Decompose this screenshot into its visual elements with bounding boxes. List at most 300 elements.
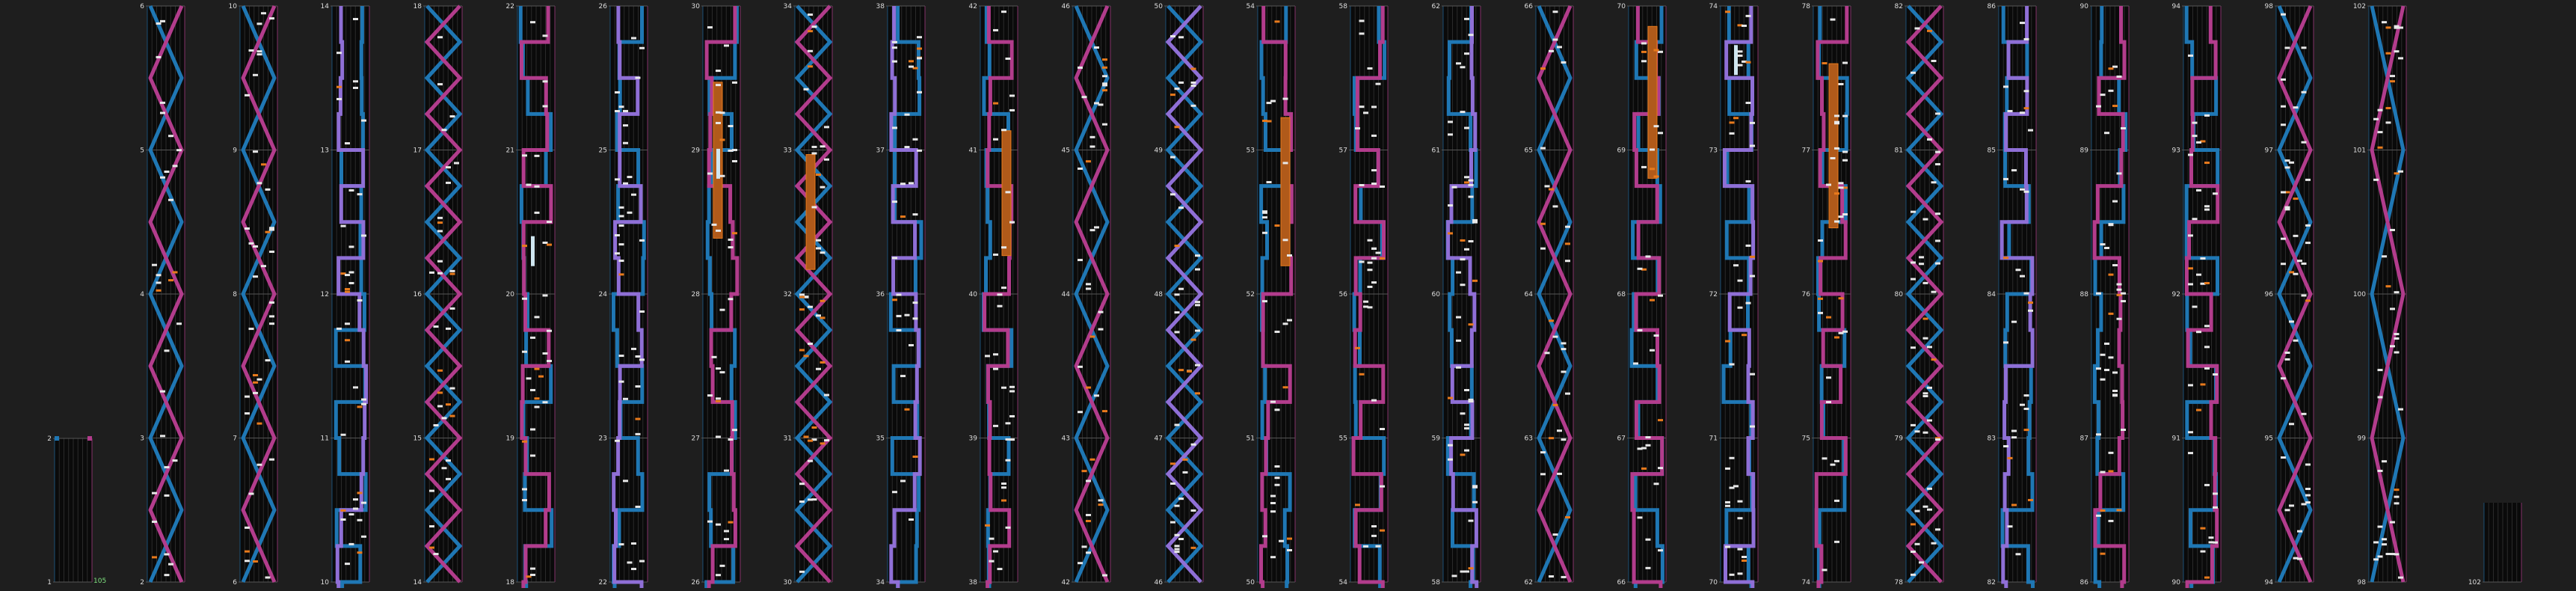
tap-note (1746, 245, 1751, 247)
tap-note-orange (820, 300, 826, 302)
tap-note-orange (1082, 470, 1087, 472)
measure-number: 77 (1801, 147, 1810, 155)
tap-note (543, 242, 548, 244)
tap-note (639, 310, 645, 313)
measure-number: 26 (598, 3, 607, 10)
tap-note (1078, 67, 1083, 69)
tap-note (1658, 549, 1663, 551)
tap-note (1472, 486, 1478, 489)
tap-note (1738, 307, 1743, 309)
measure-number: 99 (2357, 435, 2366, 443)
tap-note (357, 519, 363, 521)
tap-note (1178, 36, 1184, 38)
tap-note (1834, 221, 1839, 223)
tap-note (1750, 373, 1755, 376)
tap-note-orange (2204, 577, 2210, 579)
tap-note-orange (257, 423, 262, 425)
tap-note-orange (2378, 147, 2383, 149)
tap-note-orange (1448, 232, 1453, 234)
tap-note (2281, 263, 2286, 265)
tap-note (2204, 346, 2210, 348)
tap-note-orange (1175, 245, 1180, 247)
measure-number: 78 (1894, 579, 1903, 587)
tap-note (269, 251, 274, 253)
tap-note (434, 424, 439, 426)
tap-note (1086, 551, 1091, 554)
tap-note (168, 135, 173, 137)
tap-note (619, 543, 624, 545)
tap-note (1730, 132, 1735, 135)
tap-note-orange (1178, 369, 1184, 371)
tap-note-orange (2386, 107, 2391, 109)
tap-note (1738, 64, 1743, 67)
tap-note (2289, 423, 2294, 425)
tap-note (2204, 484, 2210, 486)
tap-note (1927, 488, 1932, 490)
tap-note (1195, 304, 1200, 306)
measure-number: 85 (1987, 147, 1996, 155)
tap-note (720, 111, 725, 114)
tap-note (917, 57, 922, 59)
tap-note (631, 348, 636, 350)
tap-note (1094, 226, 1099, 228)
tap-note (1178, 206, 1184, 209)
tap-note (1839, 215, 1844, 218)
tap-note (1098, 311, 1104, 313)
tap-note (2192, 135, 2198, 137)
tap-note (720, 175, 725, 177)
tap-note (1275, 465, 1280, 468)
tap-note (165, 574, 170, 576)
tap-note (349, 189, 354, 192)
tap-note (269, 229, 274, 231)
tap-note (1191, 444, 1196, 446)
tap-note (2281, 79, 2286, 81)
tap-note-orange (357, 492, 363, 494)
measure-number: 70 (1617, 3, 1626, 10)
tap-note-orange (168, 279, 173, 281)
tap-note (437, 260, 443, 263)
measure-number: 40 (968, 291, 977, 298)
tap-note (812, 146, 817, 148)
tap-note (1725, 468, 1730, 470)
tap-note (1283, 162, 1288, 164)
tap-note (707, 26, 713, 28)
tap-note (265, 576, 271, 578)
tap-note (1078, 366, 1083, 368)
tap-note (917, 36, 922, 38)
tap-note-orange (2024, 107, 2029, 109)
tap-note (245, 412, 250, 414)
tap-note (253, 275, 258, 278)
measure-number: 45 (1061, 147, 1070, 155)
tap-note (1001, 486, 1006, 489)
tap-note (2003, 341, 2008, 343)
tap-note (2117, 284, 2122, 286)
tap-note (631, 542, 636, 545)
tap-note-orange (1355, 347, 1360, 349)
tap-note (1086, 283, 1091, 285)
tap-note (892, 61, 897, 63)
tap-note (1363, 301, 1368, 303)
tap-note-orange (535, 368, 540, 370)
measure-number: 65 (1524, 147, 1533, 155)
tap-note (261, 265, 266, 267)
tap-note (1638, 447, 1643, 450)
tap-note-orange (1911, 523, 1916, 525)
tap-note (636, 77, 641, 79)
tap-note (2196, 274, 2201, 276)
measure-number: 8 (233, 291, 237, 298)
tap-note-orange (2293, 197, 2299, 200)
tap-note (2302, 46, 2307, 49)
tap-note (165, 466, 170, 468)
tap-note (619, 215, 624, 217)
tap-note-orange (820, 316, 826, 319)
tap-note (1175, 545, 1180, 547)
tap-note-orange (1565, 242, 1570, 245)
tap-note (905, 314, 910, 316)
tap-note-orange (1725, 340, 1730, 343)
tap-note (1009, 109, 1015, 111)
tap-note (522, 499, 527, 501)
tap-note (1923, 218, 1928, 221)
measure-number: 44 (1061, 291, 1070, 298)
tap-note (2289, 504, 2294, 506)
tap-note (619, 243, 624, 245)
measure-number: 59 (1431, 435, 1440, 443)
measure-number: 6 (233, 579, 237, 587)
hold-note (1281, 117, 1290, 266)
tap-note (2213, 373, 2218, 376)
tap-note (2008, 110, 2013, 112)
tap-note (1371, 257, 1377, 260)
tap-note (639, 358, 645, 361)
tap-note (2302, 294, 2307, 296)
tap-note (1191, 105, 1196, 107)
tap-note-orange (2386, 26, 2391, 28)
tap-note (2109, 520, 2114, 522)
tap-note (2394, 553, 2400, 555)
tap-note (2104, 132, 2109, 134)
tap-note (1279, 540, 1284, 542)
tap-note (1469, 180, 1474, 182)
tap-note (1464, 423, 1469, 426)
tap-note-orange (2109, 274, 2114, 276)
tap-note-orange (357, 551, 363, 554)
tap-note (2305, 179, 2311, 181)
tap-note (1725, 501, 1730, 503)
tap-note (824, 394, 829, 396)
tap-note (269, 459, 274, 461)
tap-note (1750, 144, 1755, 147)
tap-note (639, 47, 645, 49)
tap-note (160, 102, 165, 104)
tap-note (1090, 145, 1095, 147)
tap-note (2020, 111, 2025, 114)
tap-note (909, 344, 914, 346)
tap-note (1283, 98, 1288, 100)
measure-number: 18 (505, 579, 514, 587)
tap-note (1565, 260, 1570, 262)
tap-note-orange (2204, 162, 2210, 164)
measure-number: 9 (233, 147, 237, 155)
tap-note (631, 568, 636, 570)
tap-note (353, 386, 358, 388)
tap-note (1646, 444, 1651, 447)
tap-note (892, 46, 897, 49)
tap-note (2096, 105, 2101, 108)
tap-note (900, 183, 906, 185)
tap-note (2117, 172, 2122, 174)
tap-note (530, 389, 535, 391)
tap-note (1006, 527, 1011, 529)
measure-number: 56 (1338, 291, 1347, 298)
tap-note (1931, 181, 1937, 183)
tap-note (1262, 300, 1267, 302)
tap-note (1175, 293, 1180, 296)
tap-note (1287, 549, 1292, 551)
tap-note (712, 224, 717, 226)
tap-note-orange (985, 524, 990, 527)
tap-note-orange (1102, 58, 1107, 61)
tap-note (2117, 289, 2122, 291)
tap-note (636, 355, 641, 358)
tap-note (1818, 239, 1823, 242)
tap-note (1931, 60, 1937, 62)
tap-note (265, 359, 271, 361)
tap-note (543, 352, 548, 355)
tap-note (2378, 109, 2383, 111)
tap-note (1001, 387, 1006, 389)
tap-note (1287, 254, 1292, 257)
tap-note (543, 401, 548, 403)
tap-note (623, 142, 628, 144)
tap-note (1830, 157, 1836, 159)
tap-note (437, 83, 443, 85)
tap-note (249, 49, 254, 52)
tap-note-orange (446, 403, 451, 405)
measure-number: 63 (1524, 435, 1533, 443)
lane-start-left (55, 436, 59, 441)
tap-note-orange (2028, 499, 2033, 501)
tap-note (1830, 19, 1836, 21)
tap-note (1553, 336, 1558, 338)
tap-note (2386, 121, 2391, 123)
tap-note (543, 80, 548, 82)
tap-note (1746, 15, 1751, 17)
tap-note (2204, 205, 2210, 207)
tap-note (1175, 548, 1180, 551)
measure-number: 7 (233, 435, 237, 443)
tap-note (1175, 424, 1180, 426)
tap-note (1931, 291, 1937, 293)
tap-note (2024, 394, 2029, 396)
tap-note (1834, 147, 1839, 150)
tap-note (913, 317, 918, 319)
tap-note (623, 110, 628, 112)
tap-note (1275, 408, 1280, 411)
tap-note (732, 429, 737, 431)
tap-note (1464, 248, 1469, 251)
tap-note-orange (1267, 120, 1272, 122)
tap-note (2112, 200, 2118, 203)
tap-note-orange (1102, 89, 1107, 91)
tap-note-orange (1102, 67, 1107, 69)
tap-note (1911, 346, 1916, 349)
measure-number: 46 (1061, 3, 1070, 10)
tap-note (1001, 246, 1006, 248)
measure-number: 74 (1801, 579, 1810, 587)
tap-note (2028, 129, 2033, 132)
tap-note (897, 315, 902, 317)
tap-note (2209, 536, 2214, 539)
tap-note (1911, 424, 1916, 426)
measure-number: 14 (320, 3, 329, 10)
measure-number: 102 (2468, 579, 2481, 587)
measure-number: 102 (2352, 3, 2366, 10)
tap-note (707, 394, 713, 396)
tap-note (450, 388, 455, 390)
tap-note (526, 184, 532, 186)
tap-note (156, 56, 162, 58)
measure-number: 48 (1154, 291, 1163, 298)
tap-note-orange (1090, 336, 1095, 338)
measure-number: 83 (1987, 435, 1996, 443)
tap-note (1730, 457, 1735, 459)
tap-note (446, 182, 451, 184)
tap-note-orange (1826, 316, 1831, 319)
tap-note-orange (2394, 489, 2400, 491)
tap-note-orange (1725, 10, 1730, 13)
tap-note (724, 530, 729, 532)
tap-note (1927, 387, 1932, 389)
tap-note (446, 478, 451, 480)
tap-note (1448, 459, 1453, 461)
tap-note (732, 160, 737, 162)
tap-note (2378, 526, 2383, 528)
tap-note (808, 13, 813, 16)
tap-note (812, 206, 817, 208)
tap-note (156, 281, 162, 284)
tap-note (245, 94, 250, 97)
tap-note (808, 460, 813, 462)
tap-note (1368, 239, 1373, 242)
tap-note-orange (1818, 260, 1823, 263)
measure-number: 54 (1246, 3, 1255, 10)
tap-note (1456, 316, 1461, 319)
tap-note (724, 44, 729, 46)
tap-note (1460, 571, 1466, 573)
tap-note-orange (892, 298, 897, 301)
tap-note (2109, 90, 2114, 92)
measure-number: 30 (691, 3, 700, 10)
tap-note-orange (1733, 117, 1739, 119)
tap-note (993, 425, 998, 427)
tap-note (1102, 84, 1107, 86)
tap-note (728, 150, 734, 152)
tap-note (2394, 25, 2400, 28)
tap-note (1098, 499, 1104, 501)
tap-note (2382, 21, 2387, 23)
tap-note (1270, 401, 1276, 403)
measure-number: 82 (1894, 3, 1903, 10)
tap-note (1368, 262, 1373, 264)
tap-note (900, 480, 906, 482)
tap-note (2281, 238, 2286, 240)
tap-note-orange (1650, 168, 1655, 170)
tap-note (1170, 483, 1175, 485)
tap-note-orange (245, 551, 250, 553)
hold-note (806, 155, 815, 270)
tap-note (1540, 147, 1546, 150)
tap-note-orange (2003, 257, 2008, 259)
tap-note (2373, 118, 2379, 120)
tap-note (1270, 495, 1276, 497)
tap-note (2020, 275, 2025, 278)
measure-number: 97 (2264, 147, 2273, 155)
tap-note (2188, 55, 2193, 57)
tap-note-orange (619, 273, 624, 275)
tap-note (1195, 254, 1200, 257)
tap-note (2398, 171, 2403, 173)
tap-note (892, 491, 897, 493)
tap-note (2398, 57, 2403, 59)
tap-note (429, 272, 434, 274)
tap-note (639, 239, 645, 242)
tap-note (257, 182, 262, 184)
tap-note (535, 186, 540, 188)
tap-note (2020, 189, 2025, 191)
tap-note (2024, 90, 2029, 92)
tap-note (1911, 551, 1916, 553)
tap-note-orange (1086, 387, 1091, 389)
tap-note (1842, 62, 1848, 64)
tap-note (1923, 506, 1928, 508)
tap-note (1633, 362, 1638, 364)
tap-note (1448, 444, 1453, 447)
tap-note (1078, 562, 1083, 564)
measure-number: 69 (1617, 147, 1626, 155)
tap-note (2293, 106, 2299, 108)
tap-note-orange (1540, 223, 1546, 225)
tap-note-orange (799, 308, 805, 310)
tap-note-orange (993, 102, 998, 105)
tap-note (1750, 275, 1755, 278)
tap-note-orange (1086, 520, 1091, 522)
tap-note-orange (1187, 370, 1192, 373)
measure-number: 43 (1061, 435, 1070, 443)
tap-note (1911, 211, 1916, 213)
tap-note (1646, 255, 1651, 257)
tap-note (2117, 318, 2122, 320)
tap-note (2100, 243, 2106, 245)
tap-note (253, 245, 258, 248)
tap-note (2378, 369, 2383, 371)
measure-number: 51 (1246, 435, 1255, 443)
tap-note (2378, 555, 2383, 557)
tap-note (1287, 319, 1292, 322)
tap-note-orange (522, 245, 527, 247)
tap-note (349, 245, 354, 248)
tap-note (1818, 312, 1823, 314)
tap-note (1456, 272, 1461, 274)
tap-note (816, 247, 821, 249)
tap-note-orange (1746, 61, 1751, 64)
tap-note (1086, 287, 1091, 290)
measure-number: 20 (505, 291, 514, 298)
measure-number: 49 (1154, 147, 1163, 155)
